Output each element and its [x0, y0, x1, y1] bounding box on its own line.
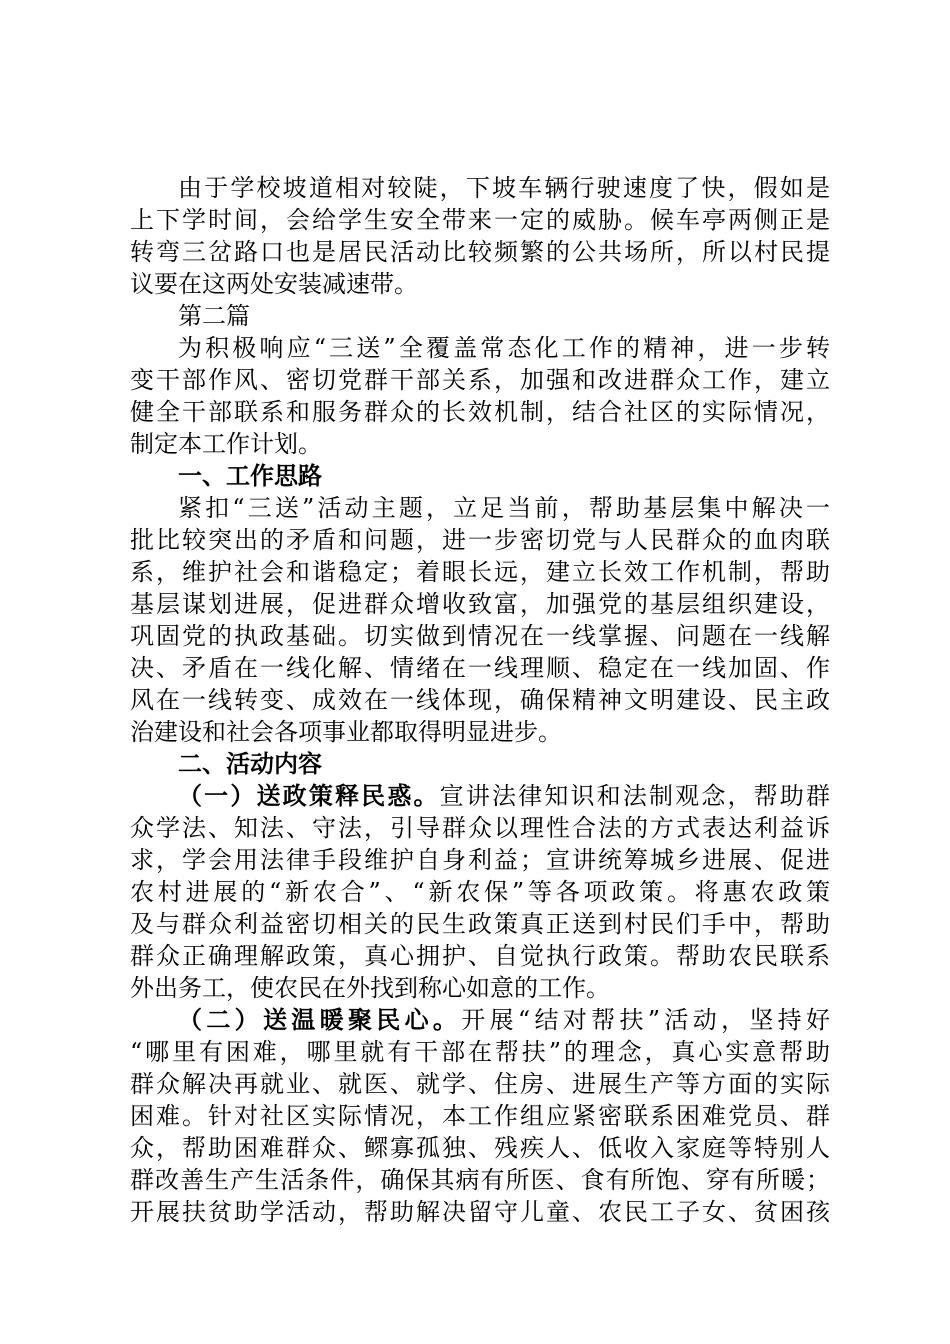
text-line — [130, 1004, 830, 1036]
text-line: 及与群众利益密切相关的民生政策真正送到村民们手中，帮助 — [130, 910, 830, 938]
subsection-title-warmth: （二）送温暖聚民心。 — [178, 1006, 462, 1034]
text-line: 上下学时间，会给学生安全带来一定的威胁。候车亭两侧正是 — [130, 206, 830, 234]
subsection-title-policy: （一）送政策释民惑。 — [178, 782, 440, 810]
paragraph-work-idea — [130, 492, 830, 748]
text-line — [130, 780, 830, 812]
text-segment: 宣讲法律知识和法制观念，帮助群 — [439, 782, 831, 810]
paragraph-warmth — [130, 1004, 830, 1228]
text-line: 制定本工作计划。 — [130, 430, 322, 458]
section-heading-activities: 二、活动内容 — [178, 750, 322, 778]
text-line: 求，学会用法律手段维护自身利益；宣讲统筹城乡进展、促进 — [130, 846, 830, 874]
section-heading-work-idea: 一、工作思路 — [178, 462, 322, 490]
text-line: 基层谋划进展，促进群众增收致富，加强党的基层组织建设， — [130, 590, 830, 618]
text-line: 巩固党的执政基础。切实做到情况在一线掌握、问题在一线解 — [130, 622, 830, 650]
text-line: 风在一线转变、成效在一线体现，确保精神文明建设、民主政 — [130, 686, 830, 714]
document-page — [130, 172, 830, 1228]
text-line: 由于学校坡道相对较陡，下坡车辆行驶速度了快，假如是 — [178, 174, 830, 202]
text-line: 群改善生产生活条件，确保其病有所医、食有所饱、穿有所暖； — [130, 1166, 830, 1194]
text-line: 转弯三岔路口也是居民活动比较频繁的公共场所，所以村民提 — [130, 238, 830, 266]
text-line: 农村进展的“新农合”、“新农保”等各项政策。将惠农政策 — [130, 878, 830, 906]
text-line: 困难。针对社区实际情况，本工作组应紧密联系困难党员、群 — [130, 1102, 830, 1130]
text-line: 紧扣“三送”活动主题，立足当前，帮助基层集中解决一 — [178, 494, 830, 522]
text-line: 群众正确理解政策，真心拥护、自觉执行政策。帮助农民联系 — [130, 942, 830, 970]
text-line: “哪里有困难，哪里就有干部在帮扶”的理念，真心实意帮助 — [130, 1038, 830, 1066]
text-line: 众学法、知法、守法，引导群众以理性合法的方式表达利益诉 — [130, 814, 830, 842]
text-line: 为积极响应“三送”全覆盖常态化工作的精神，进一步转 — [178, 334, 830, 362]
text-line: 开展扶贫助学活动，帮助解决留守儿童、农民工子女、贫困孩 — [130, 1198, 830, 1226]
text-line: 外出务工，使农民在外找到称心如意的工作。 — [130, 974, 610, 1002]
text-segment: 开展“结对帮扶”活动，坚持好 — [461, 1006, 831, 1034]
paragraph-intro — [130, 172, 830, 300]
text-line: 议要在这两处安装减速带。 — [130, 270, 418, 298]
text-line: 决、矛盾在一线化解、情绪在一线理顺、稳定在一线加固、作 — [130, 654, 830, 682]
text-line: 健全干部联系和服务群众的长效机制，结合社区的实际情况， — [130, 398, 830, 426]
part-title: 第二篇 — [178, 302, 250, 330]
text-line: 批比较突出的矛盾和问题，进一步密切党与人民群众的血肉联 — [130, 526, 830, 554]
text-line: 变干部作风、密切党群干部关系，加强和改进群众工作，建立 — [130, 366, 830, 394]
text-line: 众，帮助困难群众、鳏寡孤独、残疾人、低收入家庭等特别人 — [130, 1134, 830, 1162]
text-line: 群众解决再就业、就医、就学、住房、进展生产等方面的实际 — [130, 1070, 830, 1098]
text-line: 系，维护社会和谐稳定；着眼长远，建立长效工作机制，帮助 — [130, 558, 830, 586]
paragraph-policy — [130, 780, 830, 1004]
paragraph-preface — [130, 332, 830, 460]
text-line: 治建设和社会各项事业都取得明显进步。 — [130, 718, 562, 746]
